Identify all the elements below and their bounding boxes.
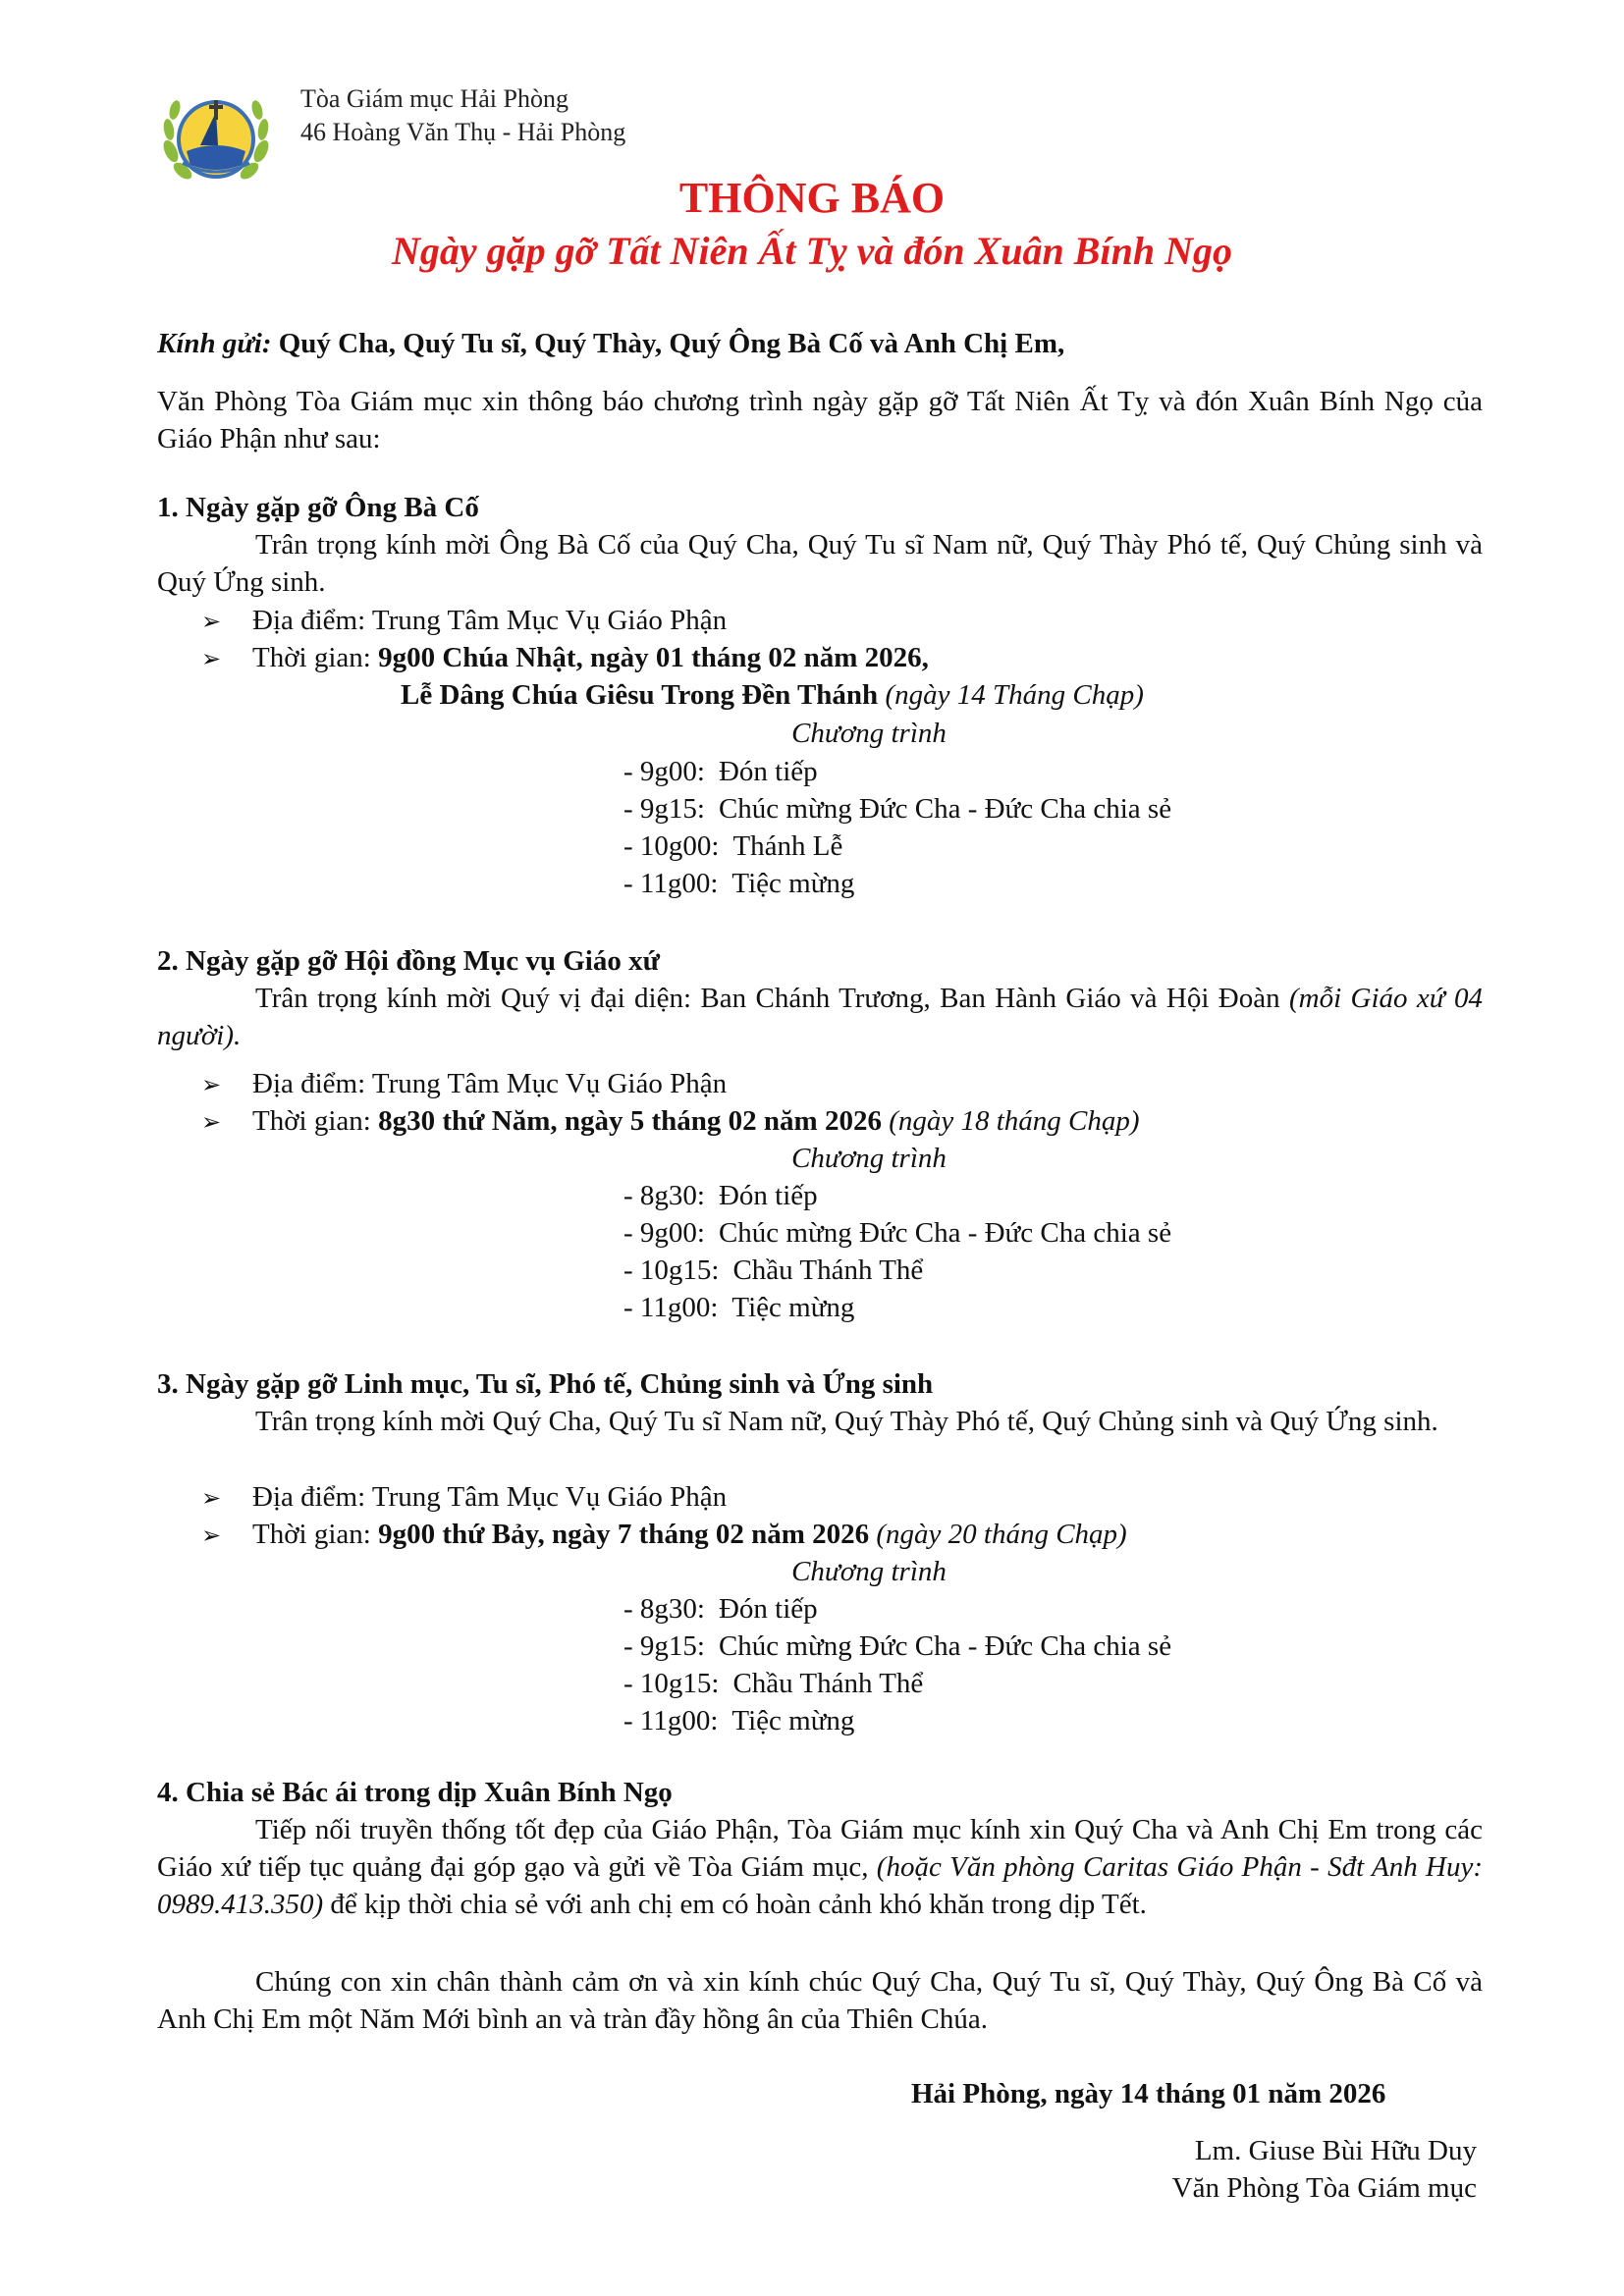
greeting-recipients: Quý Cha, Quý Tu sĩ, Quý Thày, Quý Ông Bà Cố và Anh Chị Em, (278, 328, 1065, 359)
program-item: - 10g15: Chầu Thánh Thể (623, 1668, 924, 1699)
greeting-line (157, 325, 1483, 362)
program-item: - 9g00: Đón tiếp (623, 756, 818, 787)
program-item: - 9g00: Chúc mừng Đức Cha - Đức Cha chia sẻ (623, 1217, 1172, 1249)
program-item: - 8g30: Đón tiếp (623, 1593, 818, 1625)
organization-address: 46 Hoàng Văn Thụ - Hải Phòng (300, 118, 626, 146)
place-date: Hải Phòng, ngày 14 tháng 01 năm 2026 (911, 2078, 1386, 2109)
section-3-time: ➢ Thời gian: 9g00 thứ Bảy, ngày 7 tháng 02 năm 2026 (ngày 20 tháng Chạp) (201, 1516, 1127, 1554)
section-2-time: ➢ Thời gian: 8g30 thứ Năm, ngày 5 tháng 02 năm 2026 (ngày 18 tháng Chạp) (201, 1102, 1140, 1141)
section-2-location: ➢ Địa điểm: Trung Tâm Mục Vụ Giáo Phận (201, 1065, 727, 1103)
program-item: - 9g15: Chúc mừng Đức Cha - Đức Cha chia sẻ (623, 1630, 1172, 1662)
section-4-paragraph-2: Chúng con xin chân thành cảm ơn và xin kính chúc Quý Cha, Quý Tu sĩ, Quý Thày, Quý Ông Bà Cố và Anh Chị Em một Năm Mới bình an và tràn đầy hồng ân của Thiên Chúa. (157, 1966, 1483, 2035)
program-item: - 10g15: Chầu Thánh Thể (623, 1255, 924, 1286)
section-1-heading: 1. Ngày gặp gỡ Ông Bà Cố (157, 492, 479, 523)
section-4-heading: 4. Chia sẻ Bác ái trong dịp Xuân Bính Ngọ (157, 1777, 673, 1808)
section-1-time: ➢ Thời gian: 9g00 Chúa Nhật, ngày 01 tháng 02 năm 2026, (201, 639, 929, 677)
section-2-invite: Trân trọng kính mời Quý vị đại diện: Ban Chánh Trương, Ban Hành Giáo và Hội Đoàn (mỗi Giáo xứ 04 người). (157, 983, 1483, 1051)
notice-subtitle: Ngày gặp gỡ Tất Niên Ất Tỵ và đón Xuân Bính Ngọ (392, 229, 1232, 273)
program-item: - 11g00: Tiệc mừng (623, 1292, 855, 1323)
notice-title: THÔNG BÁO (678, 174, 946, 222)
section-3-location: ➢ Địa điểm: Trung Tâm Mục Vụ Giáo Phận (201, 1478, 727, 1517)
program-item: - 10g00: Thánh Lễ (623, 830, 843, 862)
section-1-location: ➢ Địa điểm: Trung Tâm Mục Vụ Giáo Phận (201, 602, 727, 640)
section-3-heading: 3. Ngày gặp gỡ Linh mục, Tu sĩ, Phó tế, Chủng sinh và Ứng sinh (157, 1368, 934, 1400)
greeting-label: Kính gửi: (157, 328, 272, 359)
section-2-heading: 2. Ngày gặp gỡ Hội đồng Mục vụ Giáo xứ (157, 945, 661, 977)
program-item: - 11g00: Tiệc mừng (623, 868, 855, 899)
arrow-bullet-icon: ➢ (201, 645, 222, 672)
signer-name: Lm. Giuse Bùi Hữu Duy (1194, 2135, 1477, 2166)
section-4-paragraph-1: Tiếp nối truyền thống tốt đẹp của Giáo Phận, Tòa Giám mục kính xin Quý Cha và Anh Chị Em trong các Giáo xứ tiếp tục quảng đại góp gạo và gửi về Tòa Giám mục, (hoặc Văn phòng Caritas Giáo Phận - Sđt Anh Huy: 0989.413.350) để kịp thời chia sẻ với anh chị em có hoàn cảnh khó khăn trong dịp Tết. (157, 1814, 1483, 1920)
organization-info (300, 82, 625, 149)
section-3-invite: Trân trọng kính mời Quý Cha, Quý Tu sĩ Nam nữ, Quý Thày Phó tế, Quý Chủng sinh và Quý Ứng sinh. (255, 1406, 1438, 1437)
signer-office: Văn Phòng Tòa Giám mục (1171, 2172, 1477, 2204)
arrow-bullet-icon: ➢ (201, 1522, 222, 1549)
section-2-program-title: Chương trình (791, 1143, 947, 1174)
intro-paragraph: Văn Phòng Tòa Giám mục xin thông báo chương trình ngày gặp gỡ Tất Niên Ất Tỵ và đón Xuân Bính Ngọ của Giáo Phận như sau: (157, 386, 1483, 454)
section-3-program-title: Chương trình (791, 1556, 947, 1587)
arrow-bullet-icon: ➢ (201, 1071, 222, 1098)
program-item: - 11g00: Tiệc mừng (623, 1705, 855, 1736)
section-1-program-title: Chương trình (791, 718, 947, 749)
arrow-bullet-icon: ➢ (201, 1484, 222, 1512)
organization-name: Tòa Giám mục Hải Phòng (300, 84, 568, 113)
section-1-time-extra: Lễ Dâng Chúa Giêsu Trong Đền Thánh (ngày 14 Tháng Chạp) (401, 679, 1144, 711)
section-1-invite: Trân trọng kính mời Ông Bà Cố của Quý Cha, Quý Tu sĩ Nam nữ, Quý Thày Phó tế, Quý Chủng sinh và Quý Ứng sinh. (157, 529, 1483, 598)
arrow-bullet-icon: ➢ (201, 1108, 222, 1136)
program-item: - 9g15: Chúc mừng Đức Cha - Đức Cha chia sẻ (623, 793, 1172, 825)
program-item: - 8g30: Đón tiếp (623, 1180, 818, 1211)
arrow-bullet-icon: ➢ (201, 608, 222, 635)
